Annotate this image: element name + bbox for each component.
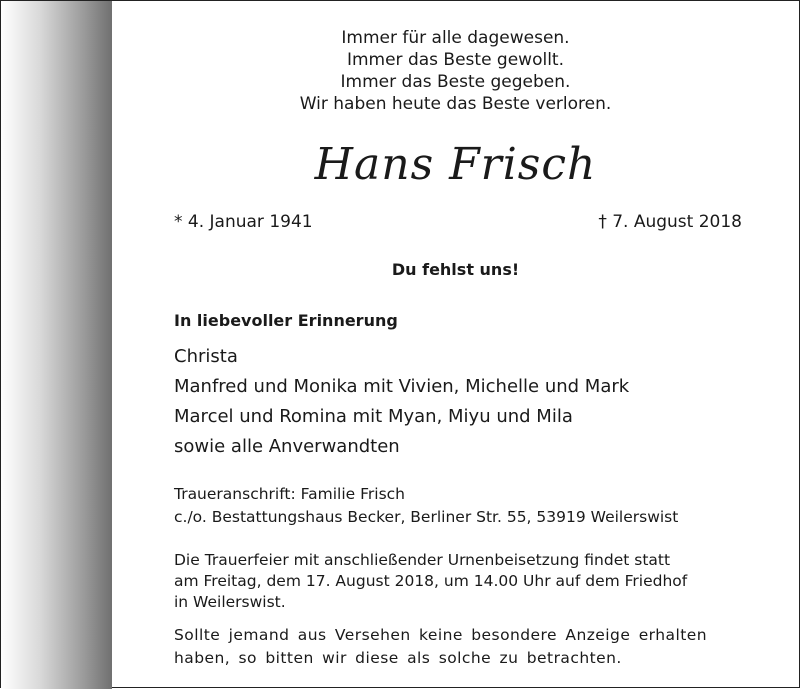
mourner-line: Christa: [174, 346, 238, 367]
verse-line: Immer für alle dagewesen.: [341, 28, 570, 48]
mourning-address: [174, 483, 678, 529]
verse-line: Immer das Beste gegeben.: [340, 72, 571, 92]
mourner-line: sowie alle Anverwandten: [174, 436, 400, 457]
mourners-list: [174, 342, 629, 462]
service-line: am Freitag, dem 17. August 2018, um 14.00 Uhr auf dem Friedhof: [174, 572, 688, 590]
deceased-name: Hans Frisch: [314, 139, 597, 190]
notice-remark: [174, 624, 749, 670]
motto: Du fehlst uns!: [391, 260, 520, 279]
memorial-verse: [112, 27, 799, 115]
service-line: Die Trauerfeier mit anschließender Urnenbeisetzung findet statt: [174, 551, 671, 569]
mourner-line: Marcel und Romina mit Myan, Miyu und Mila: [174, 406, 573, 427]
mourner-line: Manfred und Monika mit Vivien, Michelle und Mark: [174, 376, 630, 397]
service-line: in Weilerswist.: [174, 593, 286, 611]
address-line: Traueranschrift: Familie Frisch: [174, 485, 405, 503]
note-line: haben, so bitten wir diese als solche zu betrachten.: [174, 649, 622, 667]
verse-line: Wir haben heute das Beste verloren.: [299, 94, 612, 114]
address-line: c./o. Bestattungshaus Becker, Berliner Str. 55, 53919 Weilerswist: [174, 508, 679, 526]
birth-date: * 4. Januar 1941: [174, 212, 313, 232]
note-line: Sollte jemand aus Versehen keine besondere Anzeige erhalten: [174, 626, 707, 644]
death-date: † 7. August 2018: [598, 212, 742, 232]
memory-heading: In liebevoller Erinnerung: [174, 311, 398, 330]
notice-content: [112, 1, 799, 687]
verse-line: Immer das Beste gewollt.: [346, 50, 565, 70]
gradient-sidebar: [1, 1, 112, 689]
funeral-service-info: [174, 550, 744, 613]
